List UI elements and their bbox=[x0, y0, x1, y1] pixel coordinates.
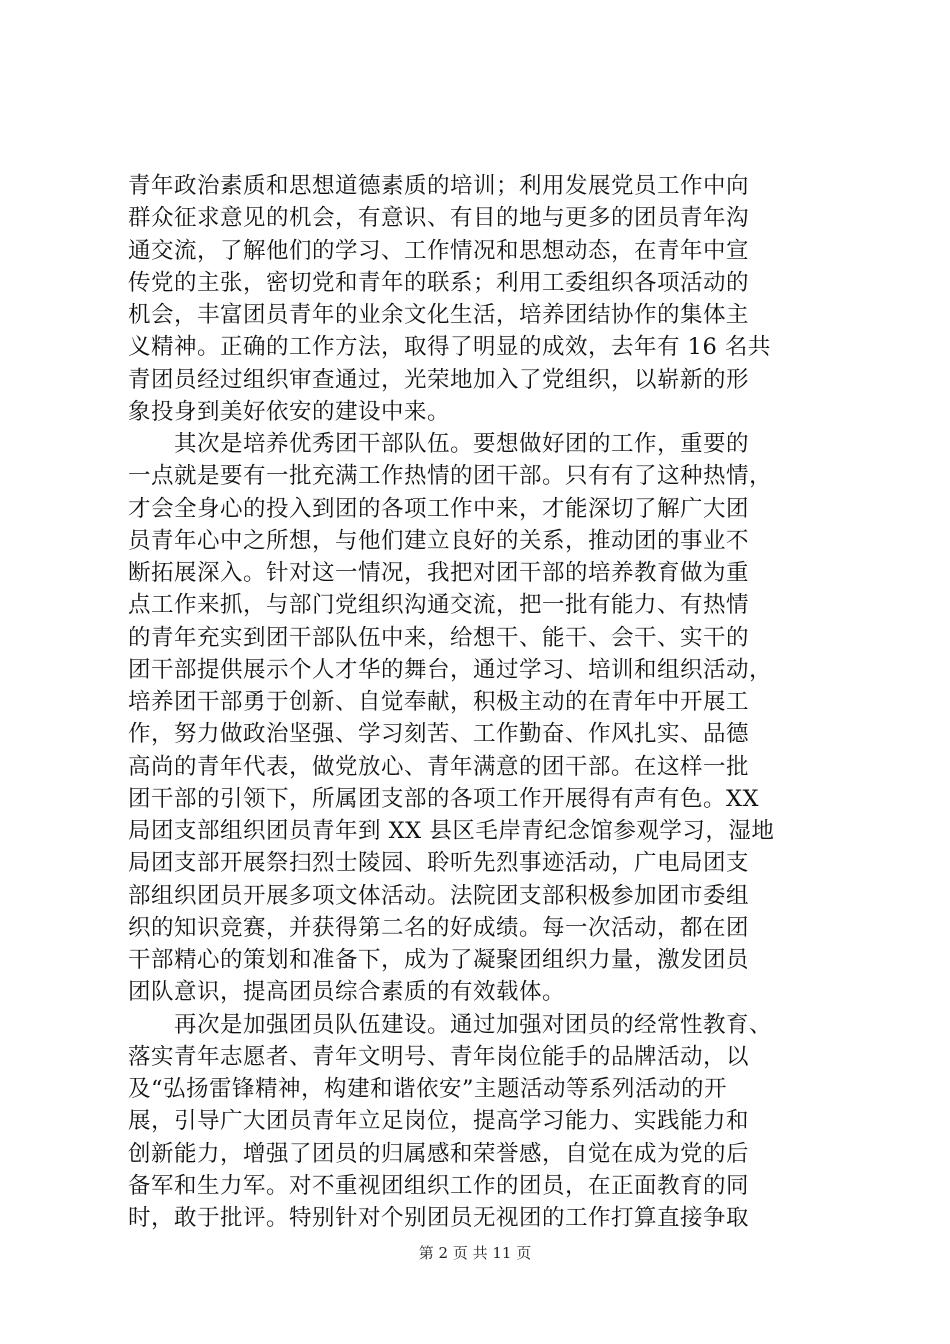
text-line: 团干部提供展示个人才华的舞台，通过学习、培训和组织活动， bbox=[128, 656, 773, 683]
text-line: 备军和生力军。对不重视团组织工作的团员，在正面教育的同 bbox=[128, 1172, 750, 1199]
text-line: 员青年心中之所想，与他们建立良好的关系，推动团的事业不 bbox=[128, 527, 750, 554]
text-line: 创新能力，增强了团员的归属感和荣誉感，自觉在成为党的后 bbox=[128, 1140, 750, 1167]
text-line: 群众征求意见的机会，有意识、有目的地与更多的团员青年沟 bbox=[128, 205, 750, 232]
text-line: 通交流，了解他们的学习、工作情况和思想动态，在青年中宣 bbox=[128, 237, 750, 264]
text-line: 青年政治素质和思想道德素质的培训；利用发展党员工作中向 bbox=[128, 173, 750, 199]
text-line: 才会全身心的投入到团的各项工作中来，才能深切了解广大团 bbox=[128, 495, 750, 522]
text-line: 点工作来抓，与部门党组织沟通交流，把一批有能力、有热情 bbox=[128, 592, 750, 619]
text-line: 及“弘扬雷锋精神，构建和谐依安”主题活动等系列活动的开 bbox=[128, 1076, 728, 1102]
text-line: 机会，丰富团员青年的业余文化生活，培养团结协作的集体主 bbox=[128, 302, 750, 328]
text-line: 其次是培养优秀团干部队伍。要想做好团的工作，重要的 bbox=[128, 431, 750, 457]
text-line: 一点就是要有一批充满工作热情的团干部。只有有了这种热情， bbox=[128, 463, 773, 490]
text-line: 高尚的青年代表，做党放心、青年满意的团干部。在这样一批 bbox=[128, 753, 750, 780]
text-line: 织的知识竞赛，并获得第二名的好成绩。每一次活动，都在团 bbox=[128, 914, 750, 941]
text-line: 义精神。正确的工作方法，取得了明显的成效，去年有 16 名共 bbox=[128, 334, 771, 361]
text-line: 的青年充实到团干部队伍中来，给想干、能干、会干、实干的 bbox=[128, 624, 750, 651]
text-line: 再次是加强团员队伍建设。通过加强对团员的经常性教育、 bbox=[128, 1011, 773, 1038]
text-line: 干部精心的策划和准备下，成为了凝聚团组织力量，激发团员 bbox=[128, 947, 750, 973]
text-line: 落实青年志愿者、青年文明号、青年岗位能手的品牌活动，以 bbox=[128, 1043, 750, 1070]
text-line: 部组织团员开展多项文体活动。法院团支部积极参加团市委组 bbox=[128, 882, 750, 909]
text-line: 团队意识，提高团员综合素质的有效载体。 bbox=[128, 979, 566, 1006]
body-text bbox=[128, 170, 818, 1234]
text-line: 时，敢于批评。特别针对个别团员无视团的工作打算直接争取 bbox=[128, 1205, 750, 1231]
text-line: 作，努力做政治坚强、学习刻苦、工作勤奋、作风扎实、品德 bbox=[128, 721, 750, 748]
text-line: 团干部的引领下，所属团支部的各项工作开展得有声有色。XX bbox=[128, 785, 760, 812]
text-line: 传党的主张，密切党和青年的联系；利用工委组织各项活动的 bbox=[128, 269, 750, 296]
text-line: 断拓展深入。针对这一情况，我把对团干部的培养教育做为重 bbox=[128, 560, 750, 586]
text-line: 青团员经过组织审查通过，光荣地加入了党组织，以崭新的形 bbox=[128, 366, 750, 393]
text-line: 展，引导广大团员青年立足岗位，提高学习能力、实践能力和 bbox=[128, 1108, 750, 1135]
text-line: 局团支部组织团员青年到 XX 县区毛岸青纪念馆参观学习，湿地 bbox=[128, 818, 775, 844]
text-line: 象投身到美好依安的建设中来。 bbox=[128, 398, 451, 425]
text-line: 培养团干部勇于创新、自觉奉献，积极主动的在青年中开展工 bbox=[128, 689, 750, 715]
text-line: 局团支部开展祭扫烈士陵园、聆听先烈事迹活动，广电局团支 bbox=[128, 850, 750, 877]
page-number-footer: 第 2 页 共 11 页 bbox=[418, 1244, 532, 1262]
